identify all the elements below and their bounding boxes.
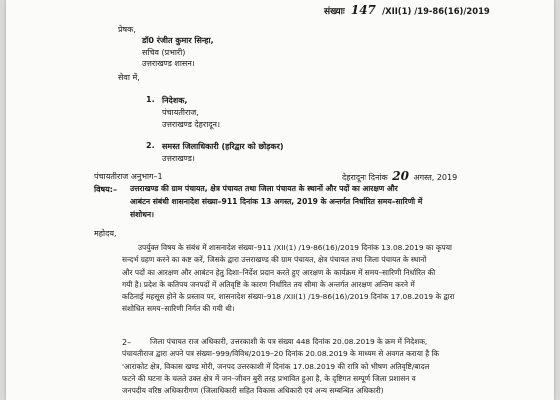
reference-header — [324, 3, 490, 17]
recipient-1-title: निदेशक, — [162, 96, 188, 105]
date-prefix: देहरादूनः दिनांक — [342, 173, 388, 182]
recipients-label: सेवा में, — [118, 73, 140, 82]
sender-office: उत्तराखण्ड शासन। — [142, 59, 195, 68]
paragraph-1 — [122, 242, 534, 316]
recipient-1-number: 1. — [146, 95, 155, 104]
sender-designation: सचिव (प्रभारी) — [142, 48, 186, 57]
subject-label: विषय:– — [94, 185, 117, 194]
paragraph-line: 'आराकोट क्षेत्र, विकास खण्ड मोरी, जनपद उत्तरकाशी में दिनांक 17.08.2019 की रात्रि को भीषण अतिवृष्टि/बादल — [122, 361, 430, 371]
paragraph-line: सन्दर्भ ग्रहण करने का कष्ट करें, जिसके द्वारा उत्तराखण्ड की ग्राम पंचायत, क्षेत्र पंचायत तथा जिला पंचायत के स्थानों — [122, 255, 427, 265]
handwritten-letter-number: 147 — [350, 3, 376, 17]
paragraph-line: जनपदीय वरिष्ठ अधिकारीगण (जिलाधिकारी सहित विकास अधिकारी एवं अन्य सम्बन्धित अधिकारी) — [122, 386, 384, 396]
date-line — [342, 169, 457, 183]
paragraph-line: गयी है। प्रदेश के कतिपय जनपदों में अतिवृष्टि के कारण निर्धारित तय सीमा के अन्तर्गत आरक्षण अन्तिम करने में — [122, 279, 415, 289]
subject-text — [130, 182, 532, 221]
sender-label: प्रेषक, — [118, 25, 136, 34]
recipient-1-line3: उत्तराखण्ड देहरादून। — [162, 120, 220, 129]
sender-name: डॉ0 रंजीत कुमार सिन्हा, — [142, 36, 214, 45]
section-name: पंचायतीराज अनुभाग–1 — [94, 172, 163, 181]
paragraph-line: संशोधित समय–सारिणी निर्गत की गयी थी। — [122, 304, 235, 314]
sankhya-label: संख्याः — [324, 7, 345, 17]
subject-line: आबंटन संबंधी शासनादेश संख्या–911 दिनांक 13 अगस्त, 2019 के अन्तर्गत निर्धारित समय–सारिणी में — [130, 197, 423, 206]
recipient-2-number: 2. — [146, 141, 155, 150]
recipient-2-line2: उत्तराखण्ड। — [162, 154, 195, 163]
recipient-2-title: समस्त जिलाधिकारी (हरिद्वार को छोड़कर) — [162, 142, 284, 151]
paragraph-line: जिला पंचायत राज अधिकारी, उत्तरकाशी के पत्र संख्या 448 दिनांक 20.08.2019 के क्रम में निदेशक, — [150, 337, 428, 346]
paragraph-2-number: 2– — [122, 338, 132, 347]
paragraph-line: उपर्युक्त विषय के संबंध में शासनादेश संख्या–911 /XII(1) /19-86(16)/2019 दिनांक 13.08.2019 का कृपया — [138, 243, 452, 252]
subject-line: उत्तराखण्ड की ग्राम पंचायत, क्षेत्र पंचायत तथा जिला पंचायत के स्थानों और पदों का आरक्षण और — [130, 184, 398, 193]
letter-page — [6, 0, 554, 400]
date-month-year: अगस्त, 2019 — [413, 173, 458, 182]
paragraph-line: और पदों का आरक्षण और आबंटन हेतु दिशा–निर्देश प्रदान करते हुए आरक्षण के कार्यक्रम में समय–सारिणी निर्धारित की — [122, 267, 436, 277]
paragraph-2 — [122, 336, 534, 397]
salutation: महोदय, — [94, 229, 117, 238]
subject-line: संशोधन। — [130, 210, 155, 219]
paragraph-line: कठिनाई महसूस होने के प्रस्ताव पर, शासनादेश संख्या–918 /XII(1) /19-86(16)/2019 दिनांक 17.08.2019 के द्वारा — [122, 292, 455, 302]
reference-code: /XII(1) /19-86(16)/2019 — [382, 6, 490, 16]
paragraph-line: पंचायतीराज द्वारा अपने पत्र संख्या–999/विविध/2019–20 दिनांक 20.08.2019 के माध्यम से अवगत कराया है कि — [122, 349, 440, 359]
recipient-1-line2: पंचायतीराज, — [162, 108, 199, 117]
handwritten-day: 20 — [392, 169, 409, 183]
paragraph-line: फटने की घटना के चलते उक्त क्षेत्र में जन–जीवन बुरी तरह प्रभावित हुआ है, के दृष्टिगत सम्पूर्ण जिला प्रशासन व — [122, 373, 416, 383]
